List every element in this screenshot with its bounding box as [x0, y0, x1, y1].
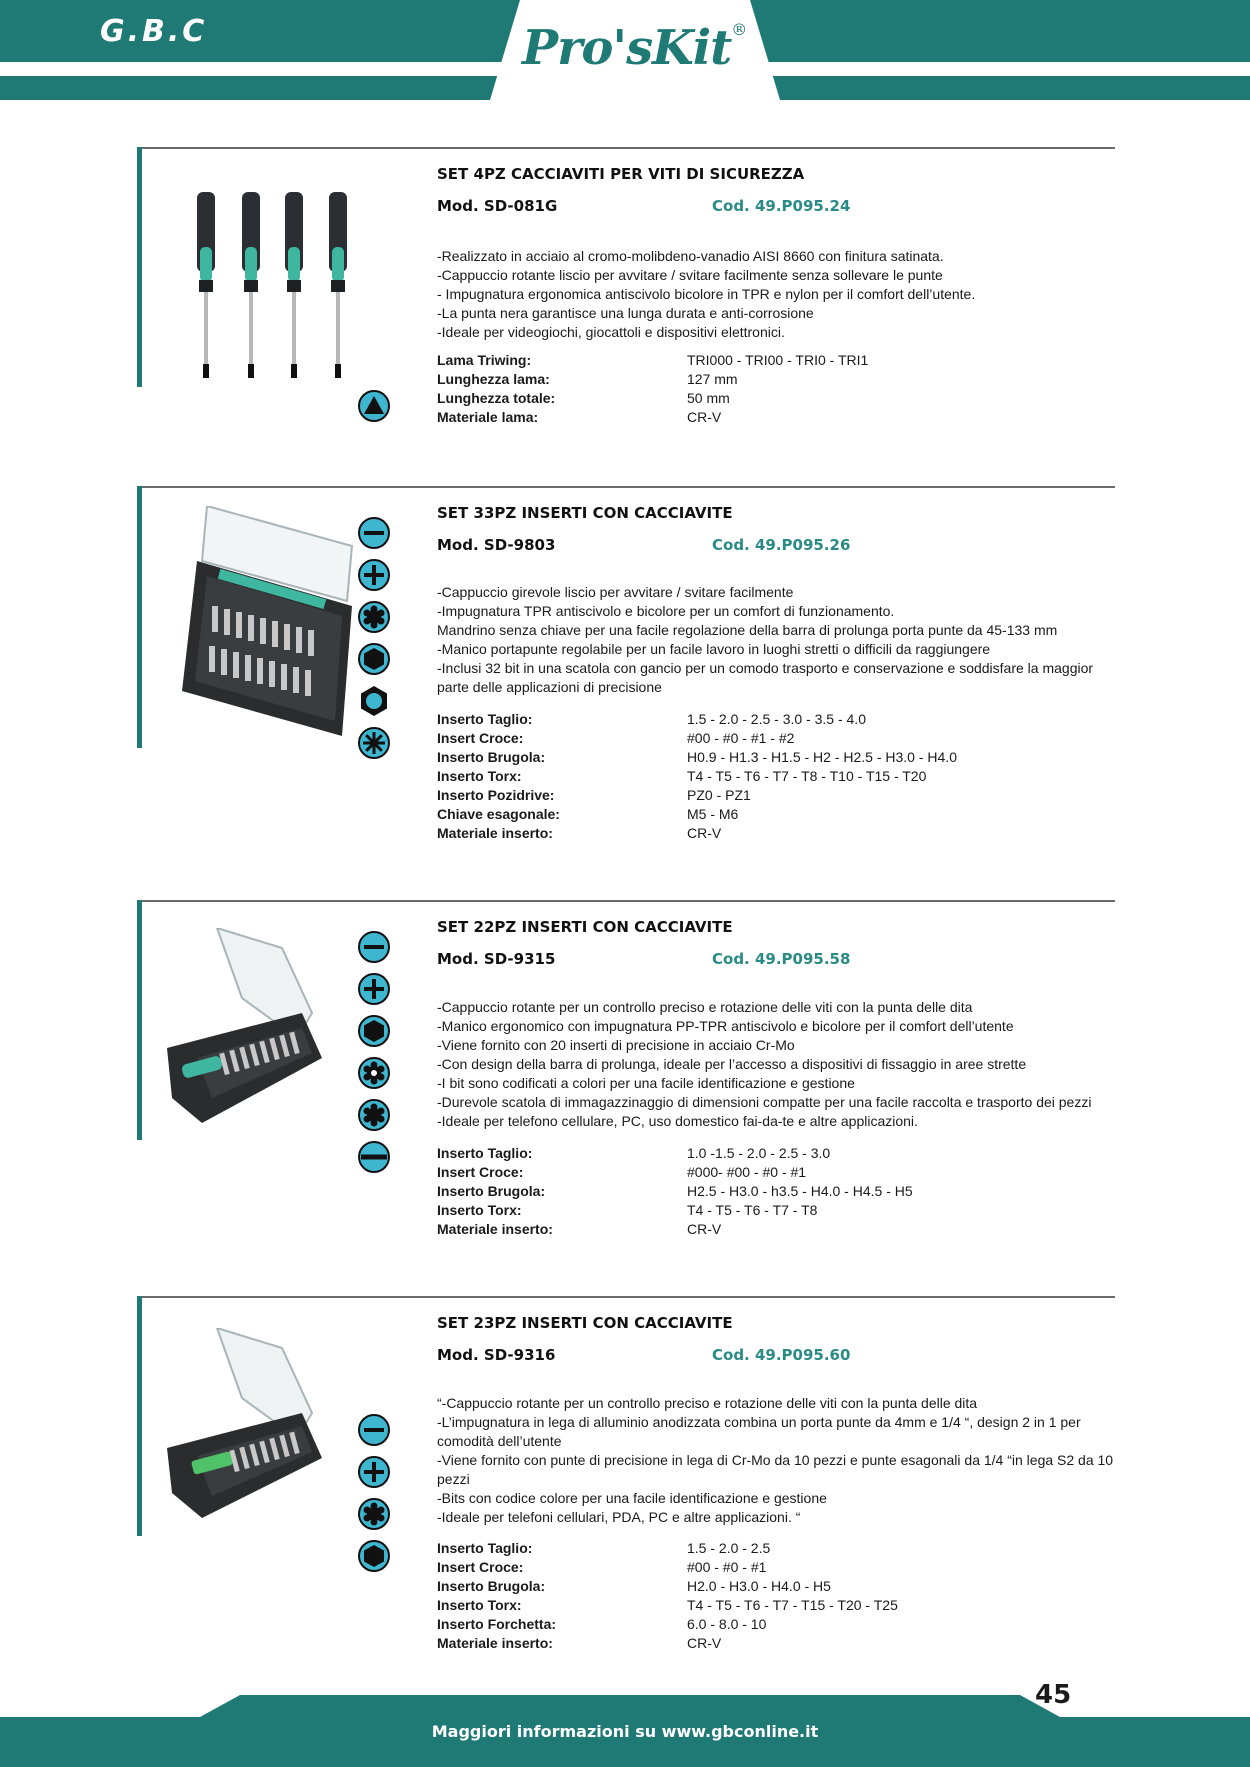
torx-icon	[357, 1098, 391, 1132]
spec-label: Lunghezza totale:	[437, 390, 556, 406]
phillips-icon	[357, 972, 391, 1006]
desc-line: -I bit sono codificati a colori per una facile identificazione e gestione	[437, 1075, 855, 1091]
spec-label: Inserto Torx:	[437, 768, 522, 784]
spec-row	[437, 824, 957, 843]
brand-name: Pro'sKit	[522, 20, 732, 76]
spec-value: PZ0 - PZ1	[687, 787, 751, 803]
desc-line: -Viene fornito con punte di precisione in lega di Cr-Mo da 10 pezzi e punte esagonali da 1/4 “in lega S2 da 10 pezzi	[437, 1452, 1114, 1487]
tip-icons	[357, 516, 393, 768]
spec-label: Insert Croce:	[437, 1559, 524, 1575]
proskit-logo	[522, 20, 746, 76]
registered-mark: ®	[731, 20, 747, 39]
desc-line: -Viene fornito con 20 inserti di precisione in acciaio Cr-Mo	[437, 1037, 795, 1053]
desc-line: -L’impugnatura in lega di alluminio anodizzata combina un porta punte da 4mm e 1/4 “, design 2 in 1 per comodità dell’utente	[437, 1414, 1081, 1449]
spec-row	[437, 729, 957, 748]
spec-label: Inserto Taglio:	[437, 1145, 533, 1161]
tip-icons	[357, 930, 393, 1182]
product-section-2	[137, 486, 1115, 856]
section-accent-bar	[137, 486, 142, 748]
spec-label: Insert Croce:	[437, 1164, 524, 1180]
desc-line: -Cappuccio rotante per un controllo preciso e rotazione delle viti con la punta delle dita	[437, 999, 973, 1015]
spec-label: Chiave esagonale:	[437, 806, 560, 822]
desc-line: Mandrino senza chiave per una facile regolazione della barra di prolunga porta punte da 45-133 mm	[437, 622, 1058, 638]
spec-value: 127 mm	[687, 371, 738, 387]
spec-value: CR-V	[687, 409, 722, 425]
spec-value: #00 - #0 - #1 - #2	[687, 730, 795, 746]
hex-icon	[357, 1539, 391, 1573]
spec-label: Inserto Brugola:	[437, 749, 546, 765]
spec-value: 1.5 - 2.0 - 2.5 - 3.0 - 3.5 - 4.0	[687, 711, 866, 727]
desc-line: -Impugnatura TPR antiscivolo e bicolore per un comfort di funzionamento.	[437, 603, 895, 619]
product-specs	[437, 1144, 913, 1239]
desc-line: -Inclusi 32 bit in una scatola con gancio per un comodo trasporto e conservazione e soddisfare la maggior parte delle applicazioni di precisione	[437, 660, 1094, 695]
phillips-icon	[357, 558, 391, 592]
spec-row	[437, 1144, 913, 1163]
desc-line: -Cappuccio girevole liscio per avvitare / svitare facilmente	[437, 584, 794, 600]
product-specs	[437, 351, 868, 427]
spec-value: CR-V	[687, 1221, 722, 1237]
gbc-logo: G.B.C	[100, 14, 208, 49]
product-model: Mod. SD-9316	[437, 1346, 556, 1364]
product-image-bit-case	[162, 1328, 352, 1518]
product-specs	[437, 1539, 898, 1653]
section-accent-bar	[137, 1296, 142, 1536]
desc-line: -Ideale per telefoni cellulari, PDA, PC e altre applicazioni. “	[437, 1509, 801, 1525]
section-divider	[137, 147, 1115, 149]
desc-line: -Ideale per videogiochi, giocattoli e dispositivi elettronici.	[437, 324, 785, 340]
product-title: SET 4PZ CACCIAVITI PER VITI DI SICUREZZA	[437, 165, 805, 183]
spec-value: #00 - #0 - #1	[687, 1559, 767, 1575]
desc-line: - Impugnatura ergonomica antiscivolo bicolore in TPR e nylon per il comfort dell’utente.	[437, 286, 976, 302]
product-title: SET 23PZ INSERTI CON CACCIAVITE	[437, 1314, 733, 1332]
slotted-icon	[357, 930, 391, 964]
spec-value: 1.0 -1.5 - 2.0 - 2.5 - 3.0	[687, 1145, 831, 1161]
spec-label: Inserto Taglio:	[437, 1540, 533, 1556]
product-section-4	[137, 1296, 1115, 1656]
product-specs	[437, 710, 957, 843]
spec-label: Inserto Brugola:	[437, 1578, 546, 1594]
slotted-icon	[357, 1140, 391, 1174]
section-divider	[137, 900, 1115, 902]
spec-row	[437, 351, 868, 370]
desc-line: -Cappuccio rotante liscio per avvitare / svitare facilmente senza sollevare le punte	[437, 267, 943, 283]
page-number: 45	[1035, 1680, 1072, 1710]
spec-value: CR-V	[687, 1635, 722, 1651]
spec-label: Inserto Brugola:	[437, 1183, 546, 1199]
hex-icon	[357, 642, 391, 676]
spec-value: 50 mm	[687, 390, 730, 406]
spec-label: Materiale inserto:	[437, 825, 553, 841]
desc-line: -Durevole scatola di immagazzinaggio di dimensioni compatte per una facile raccolta e trasporto dei pezzi	[437, 1094, 1092, 1110]
product-image-bit-case	[162, 928, 352, 1128]
spec-row	[437, 1201, 913, 1220]
triwing-icon	[357, 389, 391, 423]
pozidriv-icon	[357, 726, 391, 760]
spec-value: 6.0 - 8.0 - 10	[687, 1616, 767, 1632]
hex-nut-icon	[357, 684, 391, 718]
spec-label: Inserto Forchetta:	[437, 1616, 557, 1632]
slotted-icon	[357, 516, 391, 550]
product-image-bit-case	[177, 506, 357, 736]
desc-line: -La punta nera garantisce una lunga durata e anti-corrosione	[437, 305, 814, 321]
product-title: SET 22PZ INSERTI CON CACCIAVITE	[437, 918, 733, 936]
product-description	[437, 247, 1117, 342]
product-description	[437, 583, 1117, 697]
product-model: Mod. SD-9315	[437, 950, 556, 968]
spec-label: Inserto Pozidrive:	[437, 787, 555, 803]
spec-label: Materiale inserto:	[437, 1221, 553, 1237]
torx-icon	[357, 1497, 391, 1531]
product-title: SET 33PZ INSERTI CON CACCIAVITE	[437, 504, 733, 522]
footer-website-link[interactable]: Maggiori informazioni su www.gbconline.it	[431, 1722, 819, 1741]
spec-row	[437, 805, 957, 824]
spec-row	[437, 786, 957, 805]
spec-row	[437, 1163, 913, 1182]
spec-label: Inserto Torx:	[437, 1202, 522, 1218]
spec-row	[437, 748, 957, 767]
spec-value: H2.0 - H3.0 - H4.0 - H5	[687, 1578, 831, 1594]
spec-value: TRI000 - TRI00 - TRI0 - TRI1	[687, 352, 869, 368]
tip-icons	[357, 389, 393, 431]
spec-value: CR-V	[687, 825, 722, 841]
spec-row	[437, 1539, 898, 1558]
product-image-screwdrivers	[157, 192, 477, 402]
product-code: Cod. 49.P095.24	[712, 197, 851, 215]
spec-row	[437, 710, 957, 729]
phillips-icon	[357, 1455, 391, 1489]
spec-row	[437, 1558, 898, 1577]
spec-value: #000- #00 - #0 - #1	[687, 1164, 807, 1180]
spec-value: T4 - T5 - T6 - T7 - T8	[687, 1202, 818, 1218]
spec-row	[437, 389, 868, 408]
tip-icons	[357, 1413, 393, 1581]
spec-row	[437, 767, 957, 786]
torx-icon	[357, 600, 391, 634]
spec-value: 1.5 - 2.0 - 2.5	[687, 1540, 771, 1556]
spec-row	[437, 1596, 898, 1615]
desc-line: -Bits con codice colore per una facile identificazione e gestione	[437, 1490, 827, 1506]
spec-row	[437, 370, 868, 389]
spec-label: Insert Croce:	[437, 730, 524, 746]
product-description	[437, 1394, 1117, 1527]
section-divider	[137, 1296, 1115, 1298]
spec-label: Materiale lama:	[437, 409, 539, 425]
spec-row	[437, 1577, 898, 1596]
product-section-1	[137, 147, 1115, 437]
spec-row	[437, 1220, 913, 1239]
security-torx-icon	[357, 1056, 391, 1090]
spec-row	[437, 408, 868, 427]
section-divider	[137, 486, 1115, 488]
desc-line: -Realizzato in acciaio al cromo-molibdeno-vanadio AISI 8660 con finitura satinata.	[437, 248, 944, 264]
spec-value: T4 - T5 - T6 - T7 - T15 - T20 - T25	[687, 1597, 898, 1613]
spec-label: Lama Triwing:	[437, 352, 532, 368]
spec-label: Inserto Taglio:	[437, 711, 533, 727]
desc-line: -Con design della barra di prolunga, ideale per l’accesso a dispositivi di fissaggio in aree strette	[437, 1056, 1027, 1072]
product-description	[437, 998, 1117, 1131]
spec-value: H0.9 - H1.3 - H1.5 - H2 - H2.5 - H3.0 - H4.0	[687, 749, 957, 765]
spec-row	[437, 1615, 898, 1634]
spec-label: Lunghezza lama:	[437, 371, 550, 387]
spec-label: Materiale inserto:	[437, 1635, 553, 1651]
spec-row	[437, 1182, 913, 1201]
product-code: Cod. 49.P095.26	[712, 536, 851, 554]
product-code: Cod. 49.P095.60	[712, 1346, 851, 1364]
section-accent-bar	[137, 147, 142, 387]
spec-row	[437, 1634, 898, 1653]
section-accent-bar	[137, 900, 142, 1140]
spec-value: M5 - M6	[687, 806, 739, 822]
desc-line: -Manico ergonomico con impugnatura PP-TPR antiscivolo e bicolore per il comfort dell’utente	[437, 1018, 1014, 1034]
hex-icon	[357, 1014, 391, 1048]
spec-value: H2.5 - H3.0 - h3.5 - H4.0 - H4.5 - H5	[687, 1183, 913, 1199]
desc-line: “-Cappuccio rotante per un controllo preciso e rotazione delle viti con la punta delle dita	[437, 1395, 978, 1411]
slotted-icon	[357, 1413, 391, 1447]
product-model: Mod. SD-081G	[437, 197, 558, 215]
product-section-3	[137, 900, 1115, 1240]
product-code: Cod. 49.P095.58	[712, 950, 851, 968]
spec-label: Inserto Torx:	[437, 1597, 522, 1613]
product-model: Mod. SD-9803	[437, 536, 556, 554]
desc-line: -Manico portapunte regolabile per un facile lavoro in luoghi stretti o difficili da raggiungere	[437, 641, 991, 657]
desc-line: -Ideale per telefono cellulare, PC, uso domestico fai-da-te e altre applicazioni.	[437, 1113, 918, 1129]
spec-value: T4 - T5 - T6 - T7 - T8 - T10 - T15 - T20	[687, 768, 927, 784]
